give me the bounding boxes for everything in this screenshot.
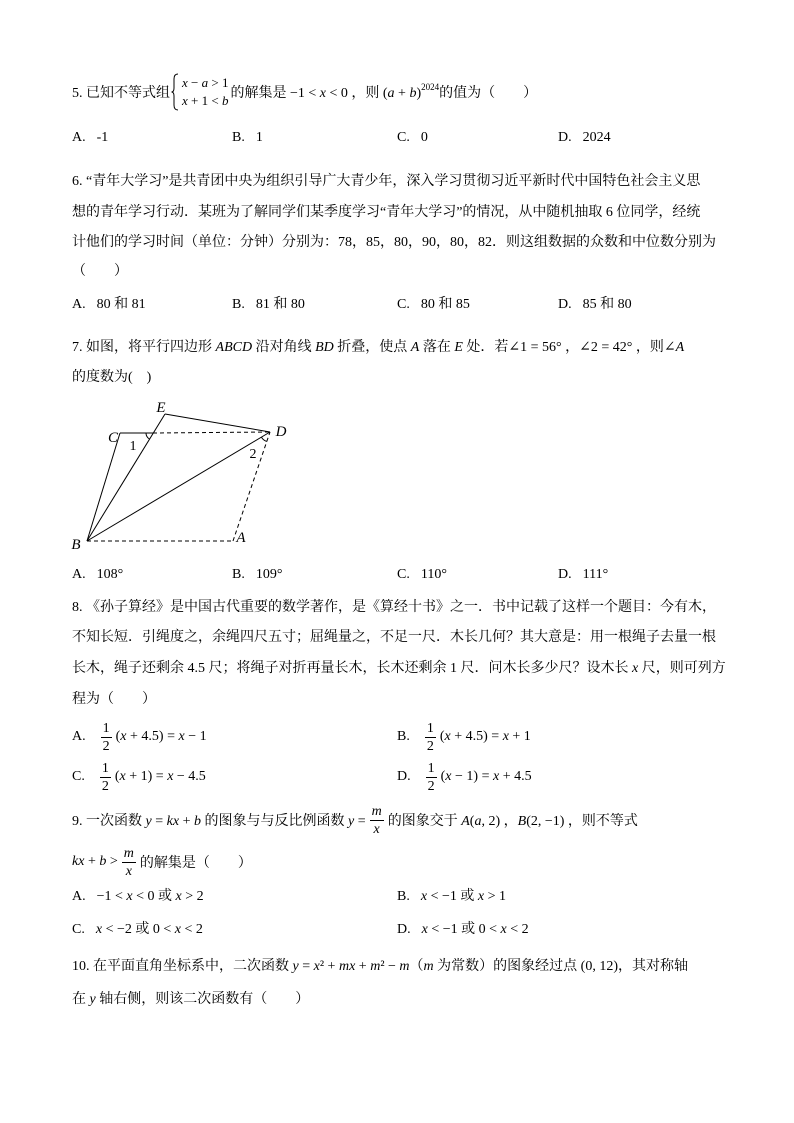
q5-stem-end: 的值为（ ） (439, 86, 538, 101)
point-label-d: D (275, 424, 287, 440)
q5-stem (72, 72, 537, 112)
fraction-denominator: x (125, 863, 132, 879)
inequality-1: x − a > 1 (182, 75, 229, 90)
option-label: D. (397, 922, 411, 937)
option-label: C. (397, 297, 410, 312)
q9-option-a (72, 887, 204, 907)
option-text: 110° (420, 567, 447, 582)
angle-label-1: 1 (129, 439, 137, 454)
q10-stem-line-1: 10. 在平面直角坐标系中，二次函数 y = x² + mx + m² − m（m 为常数）的图象经过点 (0, 12)，其对称轴 (72, 959, 688, 974)
option-label: A. (72, 729, 86, 744)
q8-stem-line-4: 程为（ ） (72, 692, 156, 707)
q9-line2-start: kx + b > (72, 854, 118, 869)
edge-ed (165, 414, 270, 432)
q8-stem-line-3: 长木，绳子还剩余 4.5 尺；将绳子对折再量长木，长木还剩余 1 尺．问木长多少尺？设木长 x 尺，则可列方 (72, 661, 726, 676)
option-label: B. (232, 130, 245, 145)
inequality-2: x + 1 < b (182, 93, 229, 108)
fraction-numerator: m (371, 803, 382, 819)
option-label: C. (397, 567, 410, 582)
parallelogram-fold-figure (66, 395, 296, 557)
edge-intersection-d-dashed (153, 432, 270, 433)
option-text: x < −1 或 x > 1 (420, 889, 506, 904)
q5-exponent: 2024 (421, 82, 440, 92)
q6-stem-line-1: 6. “青年大学习”是共青团中央为组织引导广大青少年，深入学习贯彻习近平新时代中国特色社会主义思 (72, 174, 701, 189)
angle-1-arc (146, 433, 149, 439)
q8-stem-line-1: 8. 《孙子算经》是中国古代重要的数学著作，是《算经十书》之一．书中记载了这样一个题目：今有木， (72, 600, 716, 615)
fraction-numerator: 1 (101, 760, 109, 776)
q5-stem-mid: 的解集是 −1 < x < 0 ，则 (a + b) (230, 86, 422, 101)
point-label-a: A (236, 530, 246, 546)
q9-stem-line-1 (72, 800, 638, 840)
option-text: 85 和 80 (582, 297, 632, 312)
option-text: x < −1 或 0 < x < 2 (421, 922, 529, 937)
point-label-b: B (71, 537, 81, 553)
option-text: 81 和 80 (255, 297, 305, 312)
option-label: D. (397, 769, 411, 784)
option-text: 80 和 85 (420, 297, 470, 312)
q8-stem-line-2: 不知长短．引绳度之，余绳四尺五寸；屈绳量之，不足一尺．木长几何？其大意是：用一根绳子去量一根 (72, 630, 716, 645)
fraction-denominator: 2 (101, 778, 109, 794)
q9-option-c (72, 920, 203, 940)
option-label: B. (397, 729, 410, 744)
q9-option-d (397, 920, 529, 940)
option-label: B. (232, 567, 245, 582)
fraction-numerator: m (123, 845, 134, 861)
fraction (426, 760, 437, 795)
q9-line1-end: 的图象交于 A(a, 2) ，B(2, −1) ，则不等式 (387, 814, 638, 829)
fraction-denominator: 2 (427, 778, 435, 794)
option-label: D. (558, 130, 572, 145)
q5-stem-rest (230, 82, 537, 102)
q8-option-a (72, 717, 207, 757)
option-text: (x − 1) = x + 4.5 (440, 769, 532, 784)
q8-option-d (397, 757, 532, 797)
option-label: C. (72, 922, 85, 937)
option-label: A. (72, 889, 86, 904)
q5-option-d (558, 128, 611, 148)
q5-stem-start: 5. 已知不等式组 (72, 86, 170, 101)
option-text: x < −2 或 0 < x < 2 (95, 922, 203, 937)
diagonal-bd (87, 432, 270, 541)
left-brace-icon (171, 73, 179, 111)
option-text: (x + 1) = x − 4.5 (114, 769, 206, 784)
option-text: −1 < x < 0 或 x > 2 (96, 889, 204, 904)
option-label: B. (232, 297, 245, 312)
angle-2-arc (261, 437, 266, 441)
q7-option-b (232, 565, 282, 585)
option-text: 1 (255, 130, 263, 145)
q6-stem-line-4: （ ） (72, 264, 128, 279)
q7-option-a (72, 565, 123, 585)
q6-option-b (232, 295, 305, 315)
fraction (425, 720, 436, 755)
q5-option-c (397, 128, 428, 148)
inequality-system (171, 73, 228, 111)
q6-stem-line-3: 计他们的学习时间（单位：分钟）分别为：78，85，80，90，80，82．则这组数据的众数和中位数分别为 (72, 235, 716, 250)
option-label: D. (558, 567, 572, 582)
q6-option-a (72, 295, 146, 315)
option-text: -1 (96, 130, 109, 145)
option-text: (x + 4.5) = x + 1 (439, 729, 531, 744)
option-text: 80 和 81 (96, 297, 146, 312)
q9-option-b (397, 887, 506, 907)
q6-stem-line-2: 想的青年学习行动．某班为了解同学们某季度学习“青年大学习”的情况，从中随机抽取 6 位同学，经统 (72, 205, 701, 220)
option-label: A. (72, 567, 86, 582)
option-text: (x + 4.5) = x − 1 (115, 729, 207, 744)
fraction-denominator: 2 (102, 738, 110, 754)
angle-label-2: 2 (249, 447, 257, 462)
option-text: 109° (255, 567, 283, 582)
q7-option-c (397, 565, 447, 585)
q6-option-d (558, 295, 632, 315)
q6-option-c (397, 295, 470, 315)
q7-option-d (558, 565, 608, 585)
option-label: A. (72, 297, 86, 312)
q5-option-b (232, 128, 263, 148)
q8-option-b (397, 717, 531, 757)
option-text: 111° (582, 567, 609, 582)
q8-option-c (72, 757, 206, 797)
fraction (100, 760, 111, 795)
fraction-numerator: 1 (102, 720, 110, 736)
option-label: B. (397, 889, 410, 904)
option-label: D. (558, 297, 572, 312)
option-label: A. (72, 130, 86, 145)
fraction-denominator: x (373, 821, 380, 837)
q5-option-a (72, 128, 108, 148)
q7-stem-line-2: 的度数为( ) (72, 370, 152, 385)
q7-stem-line-1: 7. 如图，将平行四边形 ABCD 沿对角线 BD 折叠，使点 A 落在 E 处．若∠1 = 56° ，∠2 = 42° ，则∠A (72, 340, 685, 355)
q9-stem-line-2 (72, 842, 252, 882)
fraction-numerator: 1 (426, 720, 434, 736)
option-label: C. (397, 130, 410, 145)
q10-stem-line-2: 在 y 轴右侧，则该二次函数有（ ） (72, 992, 310, 1007)
point-label-c: C (107, 430, 119, 446)
option-text: 2024 (582, 130, 611, 145)
fraction-denominator: 2 (426, 738, 434, 754)
option-label: C. (72, 769, 85, 784)
option-text: 108° (96, 567, 124, 582)
point-label-e: E (156, 400, 166, 416)
option-text: 0 (420, 130, 428, 145)
fraction-numerator: 1 (427, 760, 435, 776)
fraction-m-over-x (122, 845, 136, 880)
fraction-m-over-x (370, 803, 384, 838)
q9-line1-start: 9. 一次函数 y = kx + b 的图象与与反比例函数 y = (72, 814, 366, 829)
q9-line2-end: 的解集是（ ） (139, 856, 252, 871)
fraction (101, 720, 112, 755)
